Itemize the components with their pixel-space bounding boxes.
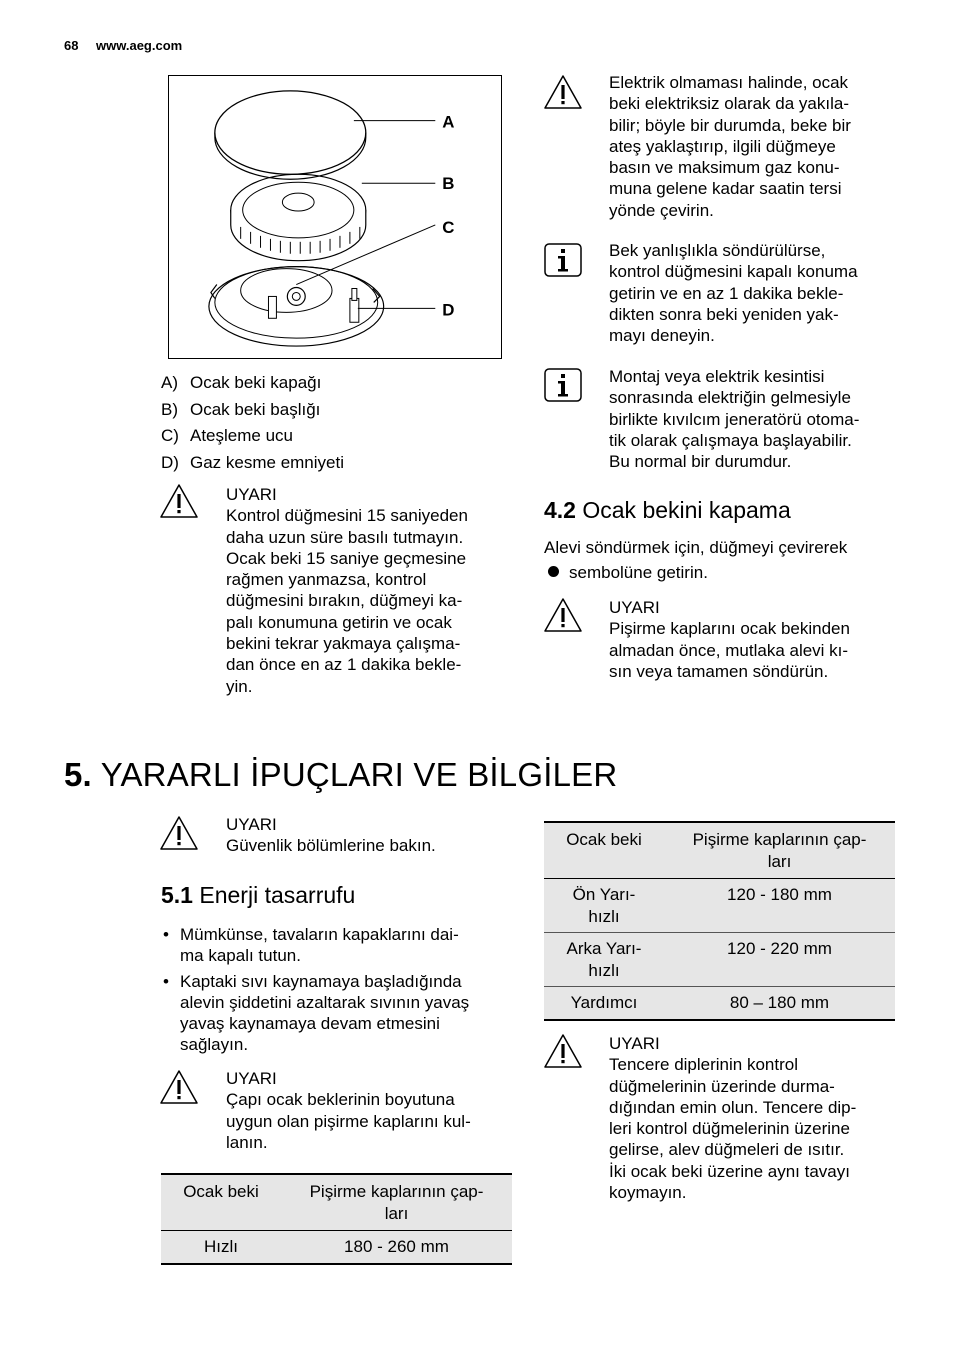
warning-title: UYARI xyxy=(226,485,277,504)
page-number: 68 xyxy=(64,38,79,53)
warning-block xyxy=(226,814,436,857)
section-title: Enerji tasarrufu xyxy=(199,882,356,908)
section-heading xyxy=(544,497,791,524)
info-icon xyxy=(544,243,582,277)
table-cell: Hızlı xyxy=(161,1231,281,1264)
text-line: sembolüne getirin. xyxy=(569,563,708,583)
table-row xyxy=(544,933,895,987)
warning-line: almadan önce, mutlaka alevi kı- xyxy=(609,640,849,660)
note-line: basın ve maksimum gaz konu- xyxy=(609,158,840,178)
legend-item xyxy=(161,423,344,450)
figure-label-d: D xyxy=(442,300,455,320)
table-cell: Ön Yarı- hızlı xyxy=(544,879,664,933)
figure-label-c: C xyxy=(442,217,455,237)
table-cell: 80 – 180 mm xyxy=(664,987,895,1020)
text-line: alevin şiddetini azaltarak sıvının yavaş xyxy=(180,992,470,1012)
list-item xyxy=(161,924,511,967)
column-header: Ocak beki xyxy=(544,822,664,879)
section-number: 5.1 xyxy=(161,882,193,908)
note-line: mayı deneyin. xyxy=(609,326,715,346)
note-line: dikten sonra beki yeniden yak- xyxy=(609,304,839,324)
chapter-number: 5. xyxy=(64,756,92,793)
warning-icon xyxy=(543,74,583,110)
legend-key: C) xyxy=(161,426,179,445)
note-line: muna gelene kadar saatin tersi xyxy=(609,179,842,199)
column-header: Pişirme kaplarının çap- ları xyxy=(281,1174,512,1231)
table-row xyxy=(544,879,895,933)
note-line: ateş yaklaştırıp, ilgili düğmeye xyxy=(609,136,836,156)
table-cell: Arka Yarı- hızlı xyxy=(544,933,664,987)
info-note xyxy=(609,240,858,346)
warning-line: dan önce en az 1 dakika bekle- xyxy=(226,655,462,675)
text-line: • Kaptaki sıvı kaynamaya başladığında xyxy=(180,971,462,991)
column-header: Pişirme kaplarının çap- ları xyxy=(664,822,895,879)
list-item xyxy=(161,971,511,1056)
note-line: getirin ve en az 1 dakika bekle- xyxy=(609,283,844,303)
burner-illustration xyxy=(169,76,501,358)
table-cell: 120 - 220 mm xyxy=(664,933,895,987)
warning-icon xyxy=(159,483,199,519)
note-line: kontrol düğmesini kapalı konuma xyxy=(609,262,858,282)
chapter-title: YARARLI İPUÇLARI VE BİLGİLER xyxy=(100,756,618,793)
section-number: 4.2 xyxy=(544,497,576,523)
note-line: yönde çevirin. xyxy=(609,200,714,220)
off-symbol-icon xyxy=(548,566,559,577)
page-url: www.aeg.com xyxy=(96,38,183,53)
legend-text: Gaz kesme emniyeti xyxy=(190,452,344,472)
info-icon xyxy=(544,368,582,402)
warning-icon xyxy=(543,1033,583,1069)
legend-text: Ateşleme ucu xyxy=(190,426,293,445)
table-cell: Yardımcı xyxy=(544,987,664,1020)
note-line: birlikte kıvılcım jeneratörü otoma- xyxy=(609,409,860,429)
note-line: sonrasında elektriğin gelmesiyle xyxy=(609,388,851,408)
note-line: beki elektriksiz olarak da yakıla- xyxy=(609,94,849,114)
note-line: bilir; böyle bir durumda, beke bir xyxy=(609,115,851,135)
warning-line: Pişirme kaplarını ocak bekinden xyxy=(609,619,850,639)
warning-line: düğmesini bırakın, düğmeyi ka- xyxy=(226,591,463,611)
column-header: Ocak beki xyxy=(161,1174,281,1231)
warning-line: Güvenlik bölümlerine bakın. xyxy=(226,836,436,856)
warning-block xyxy=(226,1068,471,1153)
section-title: Ocak bekini kapama xyxy=(582,497,791,523)
warning-line: düğmelerinin üzerinde durma- xyxy=(609,1076,835,1096)
warning-title: UYARI xyxy=(609,598,660,617)
note-line: Bek yanlışlıkla söndürülürse, xyxy=(609,241,826,260)
warning-line: Çapı ocak beklerinin boyutuna xyxy=(226,1090,455,1110)
warning-icon xyxy=(159,1069,199,1105)
note-line: Montaj veya elektrik kesintisi xyxy=(609,367,825,386)
warning-line: Tencere diplerinin kontrol xyxy=(609,1055,798,1075)
cookware-table xyxy=(544,821,895,1021)
legend-key: A) xyxy=(161,373,178,392)
note-line: Elektrik olmaması halinde, ocak xyxy=(609,73,849,92)
table-header-row xyxy=(161,1174,512,1231)
table-header-row xyxy=(544,822,895,879)
warning-line: koymayın. xyxy=(609,1183,687,1203)
text-line: • Mümkünse, tavaların kapaklarını dai- xyxy=(180,925,459,944)
warning-icon xyxy=(543,597,583,633)
warning-line: palı konumuna getirin ve ocak xyxy=(226,612,452,632)
warning-line: uygun olan pişirme kaplarını kul- xyxy=(226,1111,471,1131)
warning-line: daha uzun süre basılı tutmayın. xyxy=(226,527,464,547)
warning-line: leri kontrol düğmelerinin üzerine xyxy=(609,1119,850,1139)
legend-key: D) xyxy=(161,452,179,472)
warning-title: UYARI xyxy=(226,815,277,834)
text-line: Alevi söndürmek için, düğmeyi çevirerek xyxy=(544,538,848,557)
table-cell: 120 - 180 mm xyxy=(664,879,895,933)
table-cell: 180 - 260 mm xyxy=(281,1231,512,1264)
warning-line: sın veya tamamen söndürün. xyxy=(609,661,829,681)
warning-block xyxy=(226,484,468,697)
warning-line: rağmen yanmazsa, kontrol xyxy=(226,570,427,590)
table-row xyxy=(161,1231,512,1264)
figure-label-a: A xyxy=(442,112,455,132)
bullet-list xyxy=(161,924,511,1060)
warning-block xyxy=(609,597,850,682)
power-note xyxy=(609,72,851,221)
warning-line: dığından emin olun. Tencere dip- xyxy=(609,1097,857,1117)
section-heading xyxy=(161,882,355,909)
table-row xyxy=(544,987,895,1020)
note-line: tik olarak çalışmaya başlayabilir. xyxy=(609,430,852,450)
legend-item xyxy=(161,450,344,477)
cookware-table xyxy=(161,1173,512,1265)
warning-line: yin. xyxy=(226,676,253,696)
legend-item xyxy=(161,370,344,397)
text-line: yavaş kaynamaya devam etmesini xyxy=(180,1014,440,1034)
warning-line: lanın. xyxy=(226,1132,268,1152)
figure-label-b: B xyxy=(442,174,455,194)
warning-line: bekini tekrar yakmaya çalışma- xyxy=(226,634,461,654)
chapter-heading xyxy=(64,756,617,794)
warning-line: gelirse, alev düğmeleri de ısıtır. xyxy=(609,1140,845,1160)
burner-figure xyxy=(168,75,502,359)
warning-title: UYARI xyxy=(609,1034,660,1053)
warning-line: İki ocak beki üzerine aynı tavayı xyxy=(609,1161,850,1181)
warning-block xyxy=(609,1033,856,1203)
warning-line: Ocak beki 15 saniye geçmesine xyxy=(226,548,467,568)
legend-key: B) xyxy=(161,399,178,419)
section-text xyxy=(544,537,847,584)
text-line: sağlayın. xyxy=(180,1035,249,1055)
legend-text: Ocak beki başlığı xyxy=(190,399,321,419)
legend-item xyxy=(161,397,344,424)
warning-title: UYARI xyxy=(226,1069,277,1088)
warning-icon xyxy=(159,815,199,851)
info-note xyxy=(609,366,859,472)
text-line: ma kapalı tutun. xyxy=(180,946,301,966)
legend-text: Ocak beki kapağı xyxy=(190,373,322,392)
warning-line: Kontrol düğmesini 15 saniyeden xyxy=(226,506,468,526)
note-line: Bu normal bir durumdur. xyxy=(609,452,792,472)
figure-legend xyxy=(161,370,344,476)
